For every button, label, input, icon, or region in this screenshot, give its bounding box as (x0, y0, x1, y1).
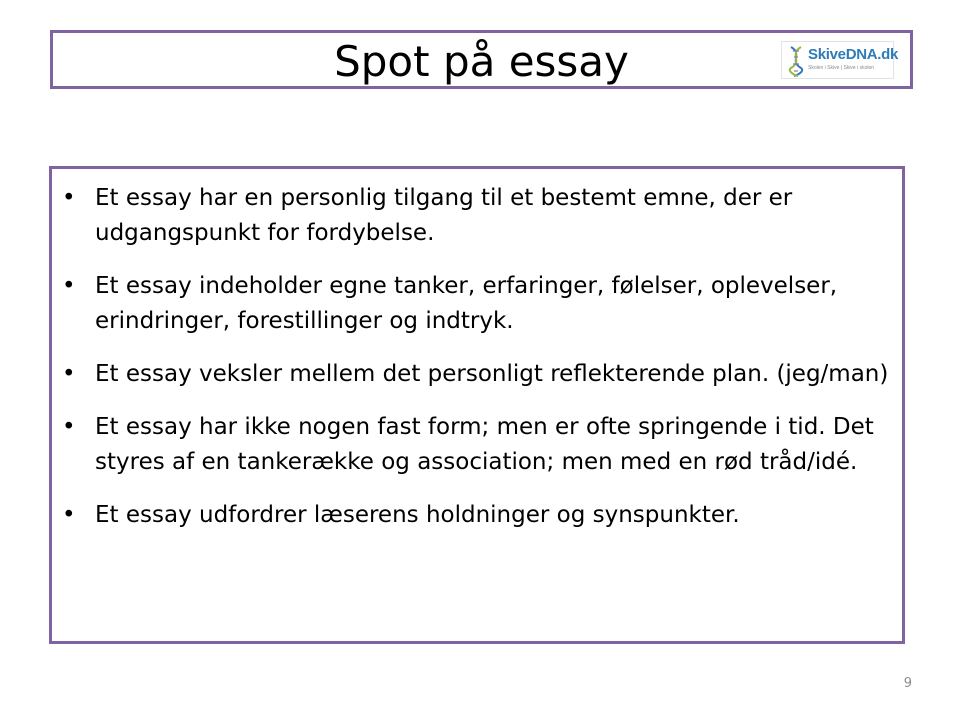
bullet-text: Et essay har en personlig tilgang til et bestemt emne, der er udgangspunkt for fordybelse. (95, 185, 793, 246)
bullet-item (62, 181, 894, 251)
logo-text: SkiveDNA.dk (808, 46, 899, 63)
bullet-marker: • (62, 273, 76, 299)
logo-subtitle: Skolen i Skive | Skive i skolen (808, 65, 875, 71)
bullet-item (62, 410, 894, 480)
bullet-text: Et essay indeholder egne tanker, erfaringer, følelser, oplevelser, erindringer, forestillinger og indtryk. (95, 273, 838, 334)
bullet-item (62, 498, 894, 533)
slide-title: Spot på essay (334, 37, 629, 86)
skivedna-logo (781, 41, 899, 79)
bullet-text: Et essay har ikke nogen fast form; men er ofte springende i tid. Det styres af en tankerække og association; men med en rød tråd/idé. (95, 414, 874, 475)
dna-helix-icon (786, 45, 806, 77)
bullet-list (62, 181, 894, 533)
bullet-marker: • (62, 502, 76, 528)
content-box (49, 166, 905, 644)
bullet-text: Et essay veksler mellem det personligt reflekterende plan. (jeg/man) (95, 361, 889, 387)
bullet-marker: • (62, 361, 76, 387)
bullet-item (62, 269, 894, 339)
bullet-marker: • (62, 185, 76, 211)
bullet-text: Et essay udfordrer læserens holdninger og synspunkter. (95, 502, 740, 528)
page-number: 9 (903, 676, 912, 691)
bullet-marker: • (62, 414, 76, 440)
bullet-item (62, 357, 894, 392)
